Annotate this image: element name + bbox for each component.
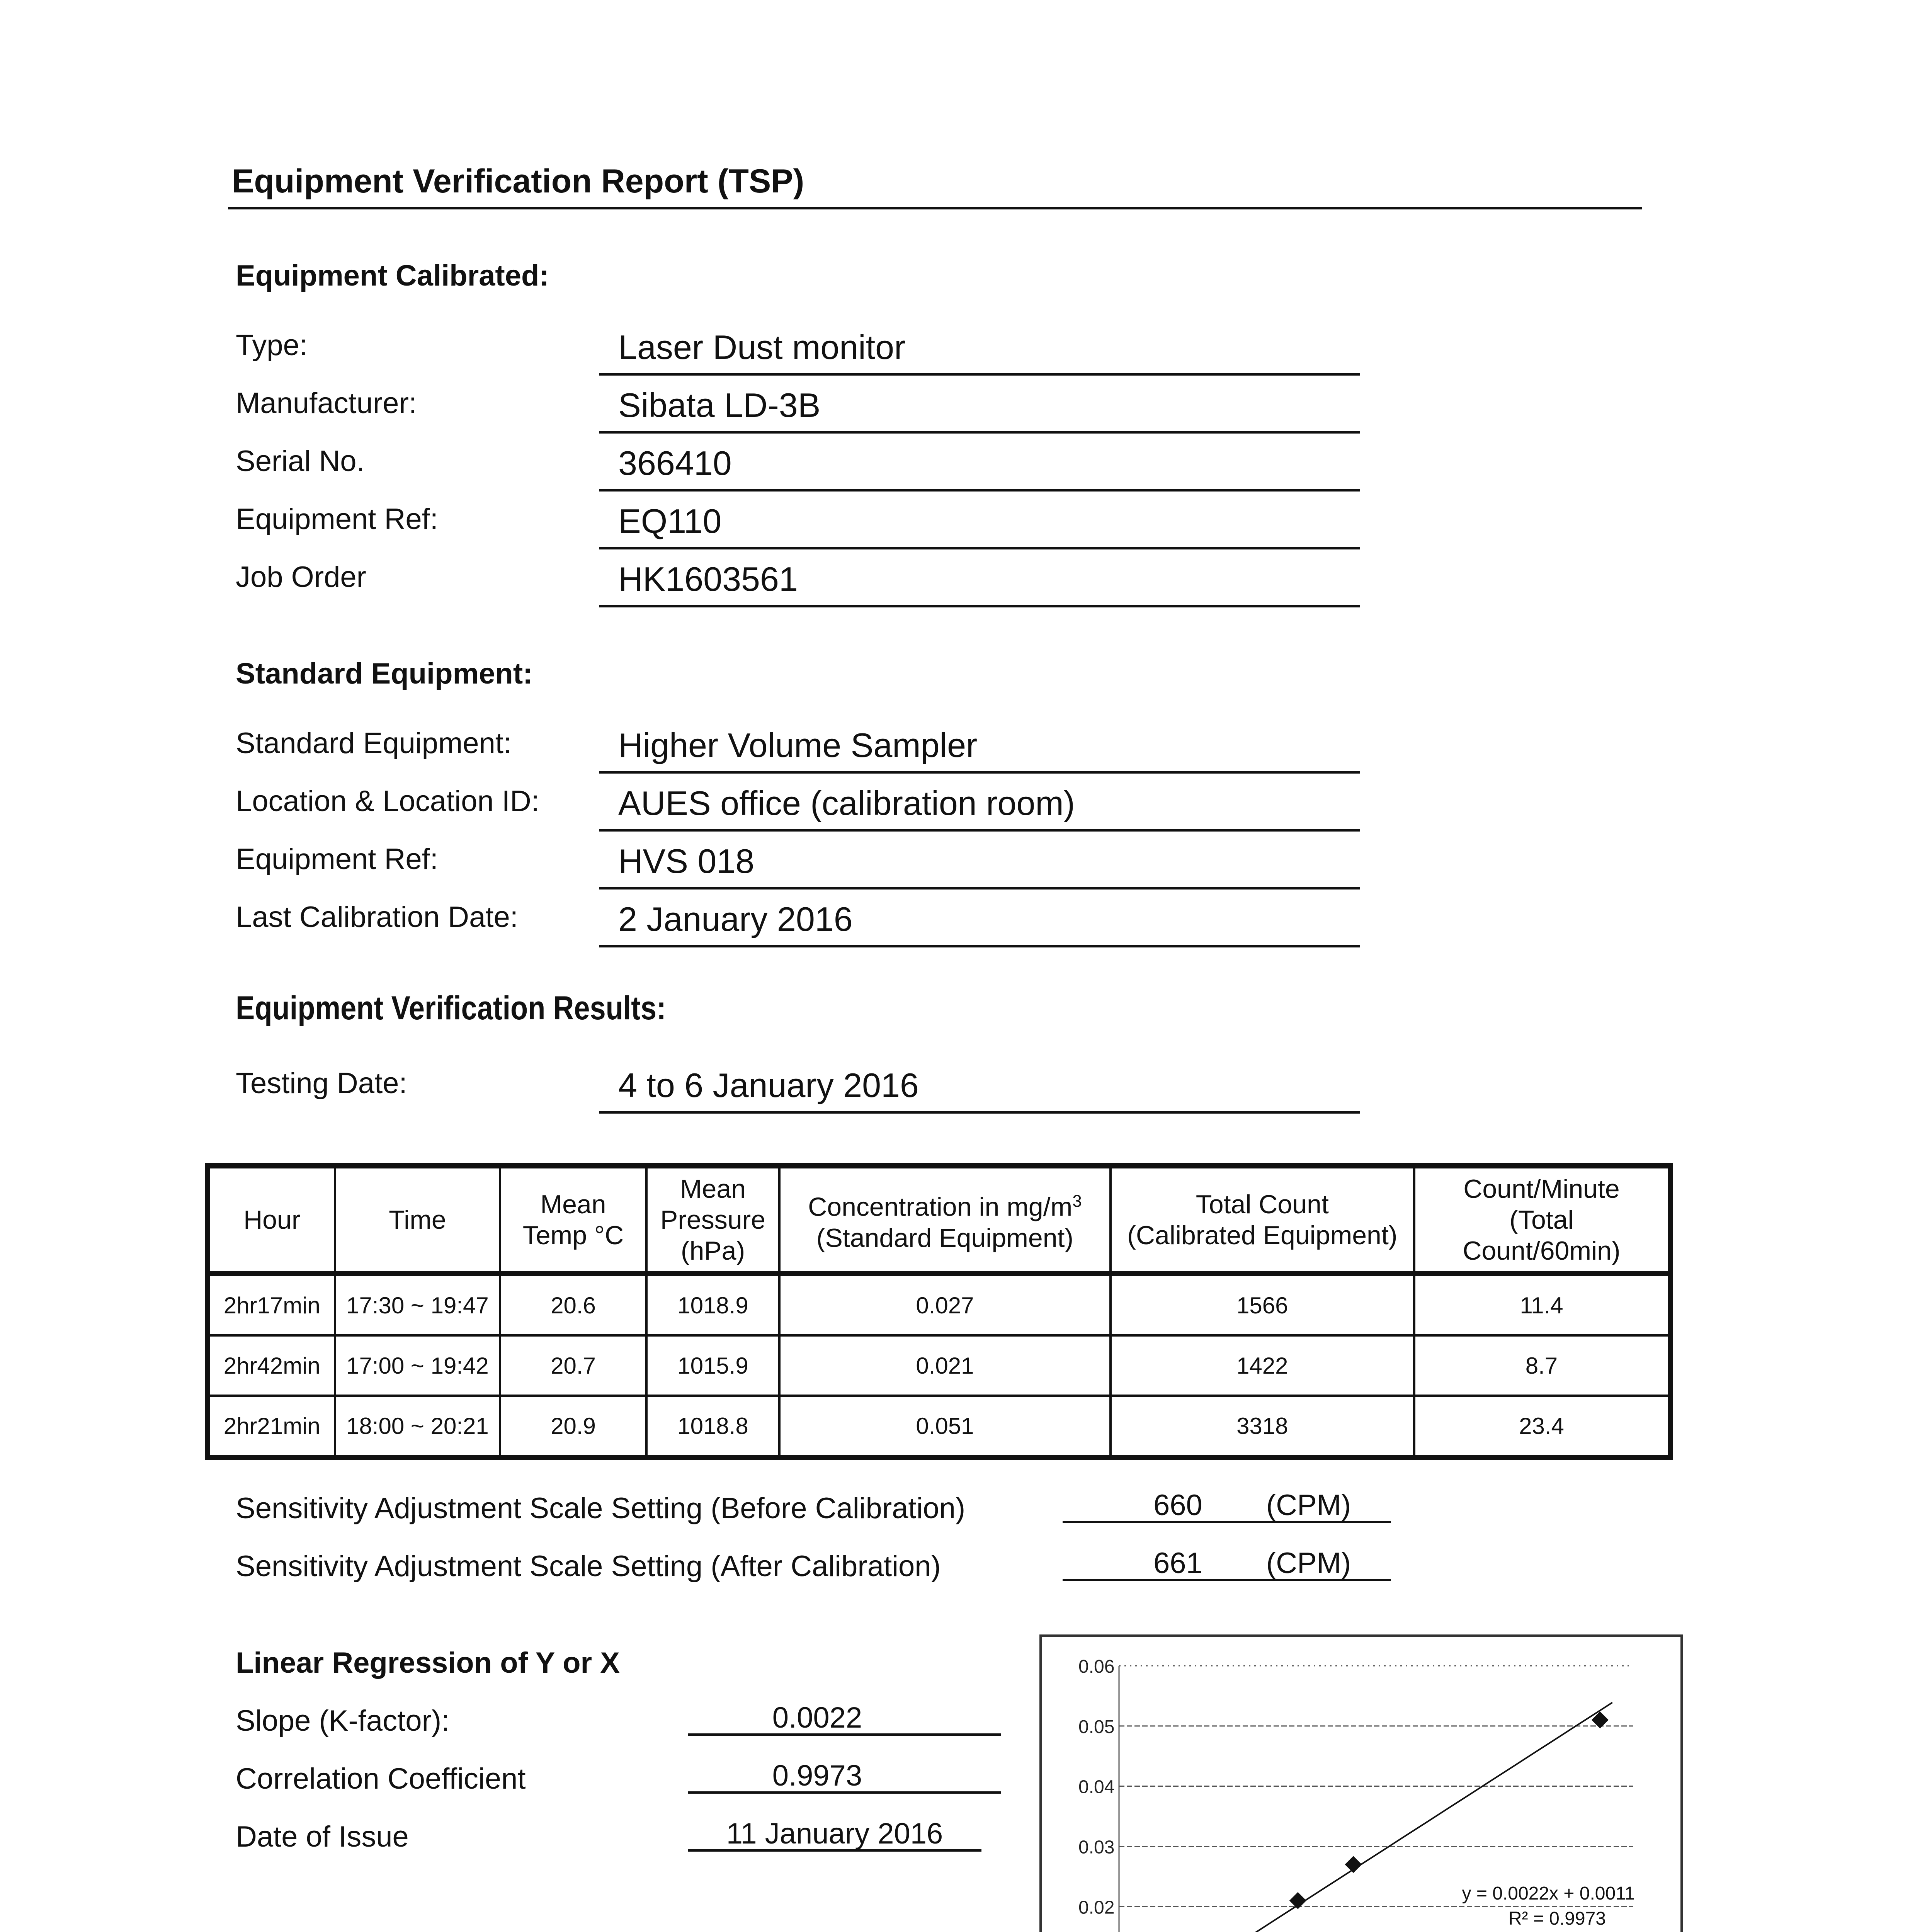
location-label: Location & Location ID:: [236, 785, 539, 818]
last-calibration-value: 2 January 2016: [599, 896, 1360, 947]
cell-hour: 2hr21min: [207, 1396, 335, 1458]
serial-value: 366410: [599, 440, 1360, 492]
cell-concentration: 0.051: [779, 1396, 1110, 1458]
regression-chart-svg: [1042, 1637, 1680, 1932]
job-order-value: HK1603561: [599, 556, 1360, 607]
cell-count-per-minute: 11.4: [1414, 1274, 1670, 1335]
issue-date-value: 11 January 2016: [688, 1816, 981, 1852]
data-point: [1345, 1856, 1362, 1873]
cell-time: 17:00 ~ 19:42: [335, 1335, 500, 1396]
sensitivity-after-label: Sensitivity Adjustment Scale Setting (After Calibration): [236, 1550, 941, 1583]
job-order-label: Job Order: [236, 561, 366, 594]
equipment-ref-value: EQ110: [599, 498, 1360, 549]
table-row: [207, 1335, 1670, 1396]
y-tick-label: 0.02: [1078, 1897, 1115, 1918]
issue-date-label: Date of Issue: [236, 1820, 409, 1853]
cell-time: 18:00 ~ 20:21: [335, 1396, 500, 1458]
manufacturer-label: Manufacturer:: [236, 387, 417, 420]
cell-pressure: 1018.9: [646, 1274, 780, 1335]
standard-heading: Standard Equipment:: [236, 657, 533, 690]
last-calibration-label: Last Calibration Date:: [236, 901, 518, 934]
cell-concentration: 0.021: [779, 1335, 1110, 1396]
results-heading: Equipment Verification Results:: [236, 990, 666, 1027]
header-hour: Hour: [207, 1166, 335, 1274]
trend-r2-label: R² = 0.9973: [1508, 1908, 1606, 1929]
report-title: Equipment Verification Report (TSP): [232, 163, 804, 200]
cell-hour: 2hr17min: [207, 1274, 335, 1335]
header-total-count: Total Count (Calibrated Equipment): [1111, 1166, 1414, 1274]
slope-label: Slope (K-factor):: [236, 1704, 450, 1737]
header-time: Time: [335, 1166, 500, 1274]
correlation-value: 0.9973: [688, 1758, 1001, 1794]
cell-count-per-minute: 23.4: [1414, 1396, 1670, 1458]
cell-count-per-minute: 8.7: [1414, 1335, 1670, 1396]
regression-chart: [1039, 1634, 1683, 1932]
measurement-table: [205, 1163, 1673, 1460]
trend-equation-label: y = 0.0022x + 0.0011: [1462, 1883, 1635, 1904]
header-concentration: Concentration in $mg/m^3$ (Standard Equipment): [779, 1166, 1110, 1274]
table-header-row: [207, 1166, 1670, 1274]
standard-ref-label: Equipment Ref:: [236, 843, 438, 876]
sensitivity-before-label: Sensitivity Adjustment Scale Setting (Before Calibration): [236, 1492, 966, 1525]
standard-ref-value: HVS 018: [599, 838, 1360, 889]
table-row: [207, 1274, 1670, 1335]
type-label: Type:: [236, 329, 308, 362]
testing-date-value: 4 to 6 January 2016: [599, 1063, 1360, 1114]
cell-pressure: 1018.8: [646, 1396, 780, 1458]
equipment-ref-label: Equipment Ref:: [236, 503, 438, 536]
y-tick-label: 0.06: [1078, 1656, 1115, 1677]
header-temp: Mean Temp °C: [500, 1166, 646, 1274]
cell-concentration: 0.027: [779, 1274, 1110, 1335]
standard-equipment-label: Standard Equipment:: [236, 727, 512, 760]
calibrated-heading: Equipment Calibrated:: [236, 259, 549, 292]
sensitivity-after-field: 661 (CPM): [1063, 1546, 1391, 1581]
y-tick-label: 0.04: [1078, 1777, 1115, 1798]
location-value: AUES office (calibration room): [599, 781, 1360, 832]
slope-value: 0.0022: [688, 1700, 1001, 1736]
testing-date-label: Testing Date:: [236, 1067, 407, 1100]
manufacturer-value: Sibata LD-3B: [599, 383, 1360, 434]
cell-time: 17:30 ~ 19:47: [335, 1274, 500, 1335]
cell-total-count: 3318: [1111, 1396, 1414, 1458]
serial-label: Serial No.: [236, 445, 365, 478]
correlation-label: Correlation Coefficient: [236, 1762, 526, 1795]
standard-equipment-value: Higher Volume Sampler: [599, 723, 1360, 774]
header-pressure: Mean Pressure (hPa): [646, 1166, 780, 1274]
y-tick-label: 0.05: [1078, 1716, 1115, 1737]
cell-pressure: 1015.9: [646, 1335, 780, 1396]
y-tick-label: 0.03: [1078, 1837, 1115, 1858]
cell-total-count: 1566: [1111, 1274, 1414, 1335]
cell-temp: 20.7: [500, 1335, 646, 1396]
regression-heading: Linear Regression of Y or X: [236, 1646, 620, 1679]
cell-hour: 2hr42min: [207, 1335, 335, 1396]
header-count-per-minute: Count/Minute (Total Count/60min): [1414, 1166, 1670, 1274]
cell-temp: 20.6: [500, 1274, 646, 1335]
sensitivity-before-field: 660 (CPM): [1063, 1488, 1391, 1523]
type-value: Laser Dust monitor: [599, 325, 1360, 376]
table-row: [207, 1396, 1670, 1458]
title-rule: [228, 207, 1642, 209]
cell-temp: 20.9: [500, 1396, 646, 1458]
cell-total-count: 1422: [1111, 1335, 1414, 1396]
